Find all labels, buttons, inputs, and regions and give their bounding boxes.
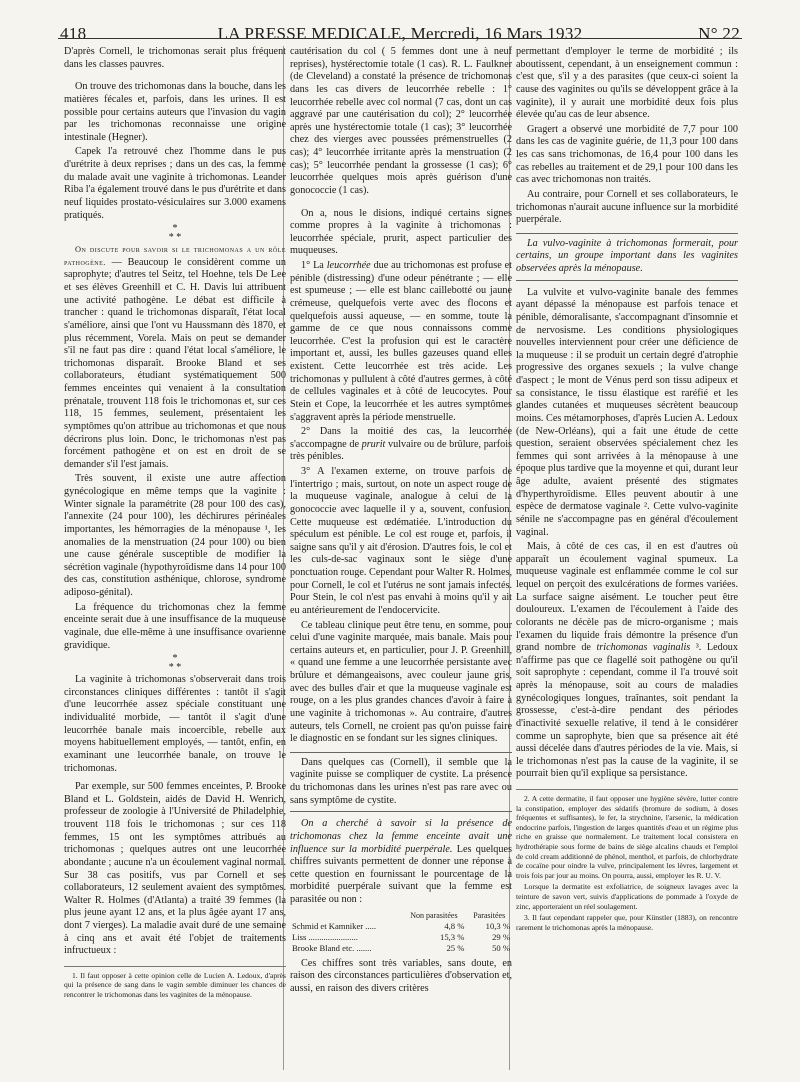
paragraph: La fréquence du trichomonas chez la femme enceinte serait due à une insuffisance de la muqueuse vaginale, due elle-même à une insuffisance ovarienne gravidique. — [64, 601, 286, 651]
table-row: Schmid et Kamniker ..... 4,8 % 10,3 % — [292, 920, 510, 931]
boxed-note — [290, 752, 512, 813]
paragraph: Très souvent, il existe une autre affection gynécologique en même temps que la vaginite : Winter signale la paramétrite (28 pour 100 des cas), l'annexite (24 pour 100), les déchirures périnéales importantes, les hémorragies de la ménopause ¹, les anomalies de la menstruation (24 pour 100) ou bien une cause générale susceptible de modifier la sécrétion vaginale (hypothyroïdisme dans 14 pour 100 des cas, constitution asthénique, chlorose, syndrome adiposo-génital). — [64, 473, 286, 598]
paragraph: Au contraire, pour Cornell et ses collaborateurs, le trichomonas n'aurait aucune influence sur la morbidité puerpérale. — [516, 188, 738, 226]
footnotes — [64, 966, 286, 1000]
page-number: 418 — [60, 24, 87, 43]
paragraph: On a cherché à savoir si la présence de trichomonas chez la femme enceinte avait une influence sur la morbidité puerpérale. Les quelques chiffres suivants permettent de donner une réponse à cette question en fournissant le pourcentage de la morbidité puerpérale suivant que la femme est parasitée ou non : — [290, 818, 512, 905]
column-2 — [290, 46, 512, 996]
paragraph: 1° La leucorrhée due au trichomonas est profuse et pénible (distressing) d'une odeur pénétrante ; — elle est spumeuse ; — elle est blanc caillebotté ou jaune crémeuse, quelquefois verte avec des flocons et quelquefois aussi aqueuse, — en somme, toute la gamme de ce que nous connaissons comme leucorrhée. C'est la profusion qui est le caractère important et, aussi, les bulles gazeuses quand elles existent. Cette leucorrhée est très acide. Les trichomonas y pullulent à côté d'autres germes, à côté de cellules vaginales et à côté de leucocytes. Pour Stein et Cope, la leucorrhée et les autres symptômes s'aggravent après la période menstruelle. — [290, 260, 512, 423]
table-header — [290, 910, 401, 921]
paragraph: D'après Cornell, le trichomonas serait plus fréquent dans les classes pauvres. — [64, 46, 286, 70]
table-header: Parasitées — [473, 910, 506, 920]
footnote: 2. A cette dermatite, il faut opposer une hygiène sévère, lutter contre la constipation, employer des sédatifs (bromure de sodium, à doses fréquentes et suffisantes), le fer, la strychnine, l'arsenic, la médication endocrine parfois, l'ingestion de larges quantités d'eau et un régime plus riche en graisse que normalement. Le traitement local consistera en hydrothérapie sous forme de bains de siège alcalins chauds et l'emploi de cold cream additionné de phénol, menthol, et parfois, de chlorhydrate de cocaïne pour oindre la vulve, principalement les lèvres, largement et trois fois par jour au moins. On pourra, aussi, employer les R. U. V. — [516, 794, 738, 880]
paragraph: Mais, à côté de ces cas, il en est d'autres où apparaît un écoulement vaginal spumeux. La muqueuse vaginale est enflammée comme le col sur lequel on perçoit des exulcérations de formes variées. La surface saigne aisément. Le toucher peut être douloureux. L'examen de l'écoulement à l'aide des colorants ne décèle pas de micro-organisme ; mais l'examen du liquide frais démontre la présence d'un grand nombre de trichomonas vaginalis ³. Ledoux n'affirme pas que ce flagellé soit pathogène ou qu'il soit saprophyte : cependant, comme il l'a trouvé soit après la ménopause, soit au cours de maladies gynécologiques longues, traînantes, soit pendant la grossesse, c'est-à-dire pendant des périodes d'inactivité sexuelle relative, il tend à le considérer comme un saprophyte, bien que sa présence ait été aussi décelée dans d'autres périodes de la vie. Mais, si le trichomonas n'est pas la cause de la vaginite, il se pourrait bien qu'il explique sa persistance. — [516, 541, 738, 780]
paragraph: permettant d'employer le terme de morbidité ; ils aboutissent, cependant, à un enseignement commun : c'est que, s'il y a des parasites (que ceux-ci soient la cause des vaginites ou qu'ils se développent grâce à la vaginite), il y aurait une morbidité deux fois plus élevée qu'au cas de leur absence. — [516, 46, 738, 121]
section-lead: On discute pour savoir si le trichomonas a un rôle pathogène. — [64, 245, 286, 267]
journal-title: LA PRESSE MEDICALE, Mercredi, 16 Mars 1932 — [217, 24, 583, 43]
paragraph: On a, nous le disions, indiqué certains signes comme propres à la vaginite à trichomonas : leucorrhée spéciale, prurit, aspect particulier des muqueuses. — [290, 207, 512, 257]
column-3 — [516, 46, 738, 932]
paragraph: La vulvite et vulvo-vaginite banale des femmes ayant dépassé la ménopause est parfois tenace et pénible, démoralisante, s'accompagnant d'insomnie et de nervosisme. Les conditions physiologiques nouvelles interviennent pour créer une déficience de la muqueuse : il se produit un certain degré d'atrophie progressive des organes sexuels ; la vulve change d'aspect ; le mont de Vénus perd son tissu adipeux et sa consistance, le tissu élastique est raréfié et les glandes cutanées et muqueuses sécrètent beaucoup moins. Ces métamorphoses, d'après Lucien A. Ledoux (de New-Orléans), qui a fait une étude de cette question, seraient observées spécialement chez les femmes qui sont arrivées à la ménopause à une époque plus tardive que la moyenne et qui, durant leur âge adulte, avaient présenté des stigmates d'hyperthyroïdisme. Elles peuvent aboutir à une espèce de dermatose vaginale ². Cette vulvo-vaginite sénile ne s'accompagne pas en général d'écoulement vaginal. — [516, 286, 738, 538]
paragraph: 2° Dans la moitié des cas, la leucorrhée s'accompagne de prurit vulvaire ou de brûlure, parfois très pénibles. — [290, 426, 513, 463]
footnote: 3. Il faut cependant rappeler que, pour Künstler (1883), on rencontre rarement le trichomonas après la ménopause. — [516, 913, 738, 932]
table-row: Brooke Bland etc. ....... 25 % 50 % — [292, 942, 510, 953]
paragraph: Dans quelques cas (Cornell), il semble que la vaginite puisse se compliquer de cystite. La présence du trichomonas dans les urines n'est pas rare avec ou sans symptôme de cystite. — [290, 756, 512, 806]
footnotes — [516, 789, 738, 932]
table-row: Liss ....................... 15,3 % 29 % — [292, 931, 510, 942]
footnote: 1. Il faut opposer à cette opinion celle de Lucien A. Ledoux, d'après qui la présence de sang dans le vagin semble diminuer les chances de rencontrer le trichomonas dans les vaginites de la ménopause. — [64, 970, 286, 1000]
paragraph: Gragert a observé une morbidité de 7,7 pour 100 dans les cas de vaginite guérie, de 11,3 pour 100 dans les cas sans trichomonas, de 16,4 pour 100 dans les cas rebelles au traitement et de 29,1 pour 100 dans les cas avec trichomonas non traités. — [516, 123, 738, 186]
table-header: Non parasitées — [410, 910, 458, 920]
footnote: Lorsque la dermatite est exfoliatrice, de soigneux lavages avec la teinture de savon vert, suivis d'applications de pommade à l'oxyde de zinc, apporteraient un réel soulagement. — [516, 882, 738, 911]
issue-number: N° 22 — [698, 24, 740, 43]
paragraph: Ce tableau clinique peut être tenu, en somme, pour celui d'une vaginite marquée, mais banale. Mais pour certains auteurs et, en particulier, pour J. P. Greenhill, « quand une femme a une leucorrhée persistante avec brûlure et démangeaisons, avec couleur jaune gris, avec des bulles d'air et que la muqueuse vaginale est rouge, on a les plus grandes chances d'avoir à faire à une vaginite à trichomonas ». Au contraire, d'autres auteurs, tels Cornell, ne croient pas qu'on puisse faire le diagnostic en se fondant sur les signes cliniques. — [290, 619, 512, 745]
paragraph: Capek l'a retrouvé chez l'homme dans le pus d'urétrite à deux reprises ; dans un des cas, la femme du malade avait une vaginite à trichomonas. Leander Riba l'a également trouvé dans le pus d'urétrite et dans neuf liquides prostato-vésiculaires sur 3.000 examens pratiqués. — [64, 146, 286, 221]
header-rule — [58, 38, 742, 39]
column-1 — [64, 46, 286, 1000]
paragraph: Ces chiffres sont très variables, sans doute, en raison des circonstances particulières d'observation et, aussi, en raison des divers critères — [290, 957, 512, 994]
section-separator: * * * — [168, 223, 182, 244]
paragraph: On trouve des trichomonas dans la bouche, dans les matières fécales et, parfois, dans les urines. Il est possible pour certains auteurs que l'invasion du vagin par les trichomonas reconnaisse une origine intestinale (Hegner). — [64, 81, 286, 143]
paragraph: cautérisation du col ( 5 femmes dont une à neuf reprises), hystérectomie totale (1 cas). R. L. Faulkner (de Cleveland) a constaté la présence de trichomonas dans les cas divers de leucorrhée rebelle : 1° leucorrhée rebelle avec col normal (7 cas, dont un cas aggravé par une cautérisation du col); 2° leucorrhée après une hystérectomie totale (1 cas); 3° leucorrhée chez des vierges avec poussées prémenstruelles (2 cas); 4° leucorrhée irritante après la menstruation (2 cas); 5° leucorrhée pendant la grossesse (1 cas); 6° leucorrhée quelques mois après guérison d'une gonococcie (1 cas). — [290, 46, 512, 196]
paragraph: On discute pour savoir si le trichomonas a un rôle pathogène. — Beaucoup le considèrent comme un saprophyte; d'autres tel Seitz, tel Hoehne, tels De Lee et ses élèves Greenhill et C. H. Davis lui attribuent une activité pathogène. Le débat est difficile à trancher : quand le trichomonas disparaît, l'état local s'améliore, ainsi que l'ont vu Haussmann dès 1870, et plus récemment, Vorela. Mais on peut se demander s'il ne faut pas dire : quand l'état local s'améliore, le trichomonas disparaît. Brooke Bland et ses collaborateurs, étudiant systématiquement 500 femmes enceintes qui venaient à la consultation prénatale, trouvent 118 fois le trichomonas et, sur ces 118, 15 femmes, seulement, présentaient les symptômes qu'on attribue au trichomonas et que nous décrirons plus loin. Donc, le trichomonas n'est pas forcément pathogène et on est en droit de se demander s'il l'est jamais. — [64, 245, 286, 470]
morbidity-table — [290, 910, 512, 954]
paragraph: Par exemple, sur 500 femmes enceintes, P. Brooke Bland et L. Goldstein, aidés de David H. Wenrich, professeur de zoologie à l'Université de Philadelphie, trouvent 118 fois le trichomonas ; sur ces 118 femmes, 15 ont les symptômes attribués au trichomonas ; quelques autres ont une leucorrhée abondante ; aucune n'a un écoulement vaginal normal. Sur 38 cas positifs, vus par Cornell et ses collaborateurs, 12 seulement avaient des symptômes. Walter R. Holmes (d'Atlanta) a traité 39 femmes (la plus jeune ayant 12 ans, et la plus âgée ayant 17 ans, dont 7 vierges). La maladie avait duré de une semaine à cinq ans et avait été l'objet de traitements infructueux : — [64, 781, 286, 957]
section-separator: * * * — [168, 653, 182, 674]
paragraph: La vaginite à trichomonas s'observerait dans trois circonstances cliniques différentes : tantôt il s'agit d'une leucorrhée assez spéciale constituant une individualité morbide, — tantôt il s'agit d'une leucorrhée banale mais incoercible, rebelle aux moyens habituellement employés, — tantôt, enfin, en examinant une leucorrhée banale, on trouve le trichomonas. — [64, 674, 286, 774]
boxed-note — [516, 233, 738, 281]
paragraph: La vulvo-vaginite à trichomonas formerait, pour certains, un groupe important dans les vaginites observées après la ménopause. — [516, 237, 738, 274]
paragraph: 3° A l'examen externe, on trouve parfois de l'intertrigo ; mais, surtout, on note un aspect rouge de la muqueuse vaginale, analogue à celui de la gonococcie avec laquelle il y a, souvent, confusion. Cette muqueuse est œdématiée. L'introduction du spéculum est pénible. Le col est rouge et, parfois, il saigne sans qu'il y ait d'érosion. D'autres fois, le col et les culs-de-sac vaginaux sont le siège d'une ponctuation rouge. Cependant pour Walter R. Holmes, pour Cornell, le col et l'utérus ne sont jamais infectés. Pour Stein, le col n'est pas envahi à moins qu'il y ait eu antérieurement de l'endocervicite. — [290, 466, 512, 616]
